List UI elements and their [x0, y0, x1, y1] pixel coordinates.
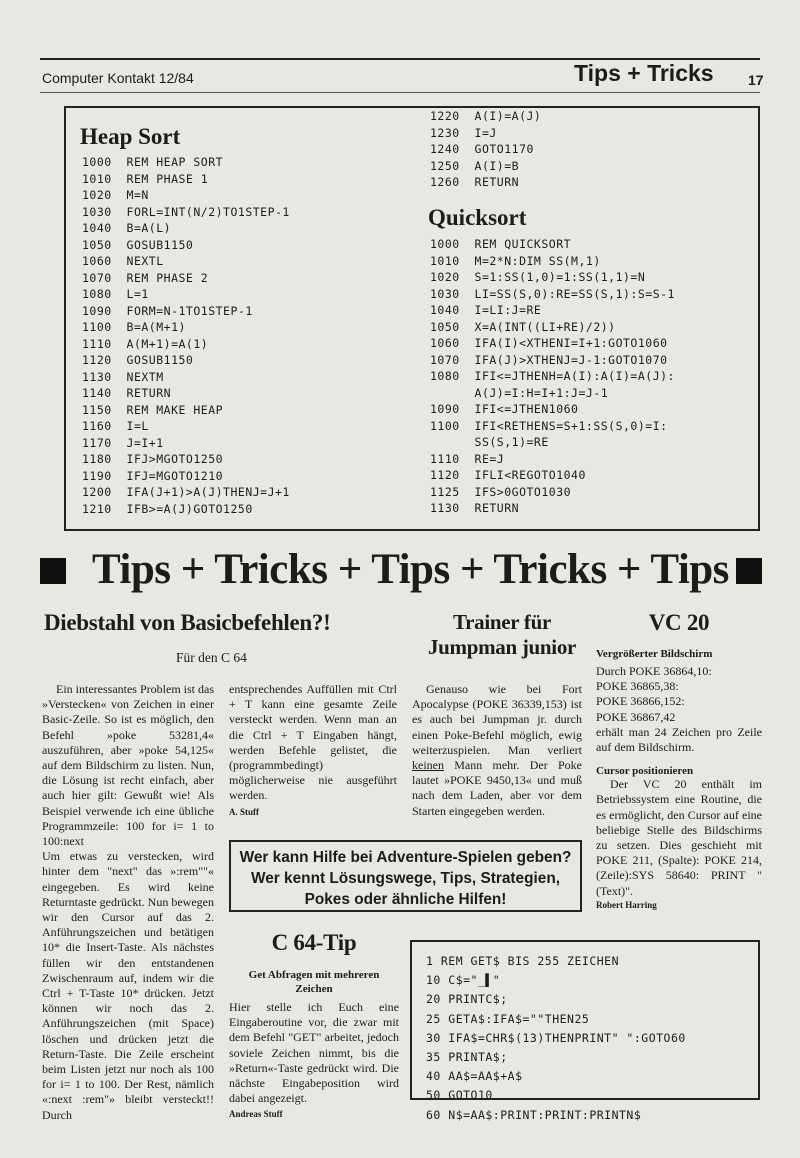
- trainer-text-1: Genauso wie bei Fort Apocalypse (POKE 36339,153) ist es auch bei Jumpman jr. durch einen Poke-Befehl möglich, ewig weiterzuspielen. Man verliert: [412, 682, 582, 757]
- vc20-subheading-2: Cursor positionieren: [596, 765, 694, 778]
- diebstahl-paragraph-1: Ein interessantes Problem ist das »Verstecken« von Zeichen in einer Basic-Zeile. So ist es möglich, den Befehl »poke 53281,4« auszuführen, aber »poke 54,125« auf dem Bildschirm zu listen. Nun, die Lösung ist recht einfach, aber auch hier gilt: Gewußt wie! Als Beispiel verwende ich eine übliche Programmzeile: 100 for i= 1 to 100:next: [42, 682, 214, 849]
- c64tip-code: [426, 952, 686, 1125]
- code-line: 1010 M=2*N:DIM SS(M,1): [430, 253, 601, 268]
- quicksort-title: Quicksort: [428, 205, 527, 230]
- code-line: 1100 B=A(M+1): [82, 320, 186, 334]
- banner-square-right: [736, 558, 762, 584]
- code-line: 1080 IFI<=JTHENH=A(I):A(I)=A(J):: [430, 369, 675, 383]
- code-line: A(J)=I:H=I+1:J=J-1: [430, 385, 609, 400]
- code-line: 1240 GOTO1170: [430, 142, 534, 156]
- poke-line: POKE 36866,152:: [596, 694, 685, 709]
- code-line: 1050 GOSUB1150: [82, 237, 194, 252]
- code-line: 1180 IFJ>MGOTO1250: [82, 452, 224, 466]
- code-line: 1110 RE=J: [430, 451, 505, 466]
- code-line: 20 PRINTC$;: [426, 992, 508, 1007]
- code-line: 1260 RETURN: [430, 175, 520, 189]
- code-line: 1120 GOSUB1150: [82, 353, 194, 367]
- vc20-subheading-1: Vergrößerter Bildschirm: [596, 648, 713, 660]
- vc20-paragraph-1: erhält man 24 Zeichen pro Zeile auf dem Bildschirm.: [596, 724, 762, 755]
- c64tip-listing-box: [410, 940, 760, 1122]
- code-line: 1090 IFI<=JTHEN1060: [430, 402, 579, 416]
- vc20-body: [596, 648, 762, 910]
- code-line: 1040 I=LI:J=RE: [430, 303, 542, 317]
- heapsort-title: Heap Sort: [80, 124, 181, 149]
- quicksort-code: [430, 236, 675, 517]
- poke-line: Durch POKE 36864,10:: [596, 664, 712, 678]
- trainer-text-underlined: keinen: [412, 758, 444, 773]
- c64tip-body: [229, 1000, 399, 1123]
- code-line: 1200 IFA(J+1)>A(J)THENJ=J+1: [82, 485, 290, 499]
- header-rule-lower: [40, 92, 760, 93]
- code-line: 1160 I=L: [82, 419, 149, 433]
- code-line: 1060 IFA(I)<XTHENI=I+1:GOTO1060: [430, 336, 668, 350]
- magazine-issue: Computer Kontakt 12/84: [42, 70, 194, 86]
- heapsort-code: [82, 154, 290, 517]
- c64tip-author: Andreas Stuff: [229, 1109, 283, 1120]
- code-line: 1020 M=N: [82, 188, 149, 202]
- code-line: 30 IFA$=CHR$(13)THENPRINT" ":GOTO60: [426, 1030, 686, 1045]
- quicksort-listing: [430, 236, 675, 517]
- code-line: 1060 NEXTL: [82, 254, 164, 268]
- code-line: 1050 X=A(INT((LI+RE)/2)): [430, 319, 616, 334]
- code-line: 35 PRINTA$;: [426, 1049, 508, 1064]
- code-line: 1020 S=1:SS(1,0)=1:SS(1,1)=N: [430, 270, 646, 284]
- code-line: 1210 IFB>=A(J)GOTO1250: [82, 501, 253, 516]
- code-line: 1030 FORL=INT(N/2)TO1STEP-1: [82, 204, 290, 219]
- page-number: 17: [748, 72, 764, 88]
- poke-line: POKE 36867,42: [596, 709, 676, 724]
- code-line: 1000 REM HEAP SORT: [82, 155, 224, 169]
- adventure-callout: Wer kann Hilfe bei Adventure-Spielen geben? Wer kennt Lösungswege, Tips, Strategien, Pokes oder ähnliche Hilfen!: [229, 840, 582, 912]
- code-line: 40 AA$=AA$+A$: [426, 1069, 523, 1084]
- code-line: 1230 I=J: [430, 125, 497, 140]
- vc20-title: VC 20: [648, 610, 710, 635]
- diebstahl-author: A. Stuff: [229, 806, 260, 817]
- code-line: 10 C$="_▌": [426, 973, 501, 988]
- section-title: Tips + Tricks: [574, 60, 714, 86]
- diebstahl-paragraph-2: Um etwas zu verstecken, wird hinter dem "next" das »:rem""« eingegeben. Es wird keine Returntaste gedrückt. Nun bewegen wir den Cursor auf das 2. Anführungszeichen und betätigen 10* die Insert-Taste. Als nächstes füllen wir den entstandenen Zwischenraum auf, indem wir die Ctrl + T-Taste 10* drücken. Jetzt können wir noch das 2. Anführungszeichen (mit Space) löschen und drücken jetzt die Return-Taste. Die Zeile erscheint beim Listen jetzt nur noch als 100 for i= 1 to 100. Der Rest, nämlich «:next :rem"» bleibt versteckt!! Durch: [42, 849, 214, 1122]
- diebstahl-paragraph-3: entsprechendes Auffüllen mit Ctrl + T kann eine gesamte Zeile versteckt werden. Wenn man an die Ctrl + T Eingaben hängt, werden Befehle gelistet, die (programmbedingt) möglicherweise nie ausgeführt werden.: [229, 682, 397, 803]
- vc20-author: Robert Harring: [596, 899, 657, 910]
- code-line: 1250 A(I)=B: [430, 158, 520, 173]
- code-line: 1130 RETURN: [430, 501, 520, 515]
- c64tip-subheading: Get Abfragen mit mehreren Zeichen: [248, 969, 380, 995]
- poke-line: POKE 36865,38:: [596, 679, 679, 694]
- trainer-body: [412, 682, 582, 819]
- diebstahl-col1: [42, 682, 214, 1123]
- diebstahl-title: Diebstahl von Basicbefehlen?!: [44, 610, 331, 635]
- code-line: 1120 IFLI<REGOTO1040: [430, 468, 586, 482]
- banner-square-left: [40, 558, 66, 584]
- code-line: 1040 B=A(L): [82, 221, 172, 235]
- heapsort-code-continued: [430, 108, 541, 191]
- code-line: 1125 IFS>0GOTO1030: [430, 484, 572, 499]
- code-line: 1070 IFA(J)>XTHENJ=J-1:GOTO1070: [430, 352, 668, 367]
- code-line: SS(S,1)=RE: [430, 435, 549, 449]
- trainer-title: Trainer für Jumpman junior: [427, 610, 577, 659]
- c64tip-paragraph: Hier stelle ich Euch eine Eingaberoutine vor, die zwar mit dem Befehl "GET" arbeitet, jedoch soviele Zeichen nimmt, bis die »Return«-Taste gedrückt wird. Die nächste Eingabeposition wird dabei angezeigt.: [229, 1000, 399, 1106]
- heapsort-continuation: [430, 108, 541, 191]
- code-line: 1 REM GET$ BIS 255 ZEICHEN: [426, 954, 620, 968]
- code-line: 1140 RETURN: [82, 386, 172, 400]
- diebstahl-col2: [229, 682, 397, 820]
- code-line: 1010 REM PHASE 1: [82, 171, 209, 186]
- code-line: 1000 REM QUICKSORT: [430, 237, 572, 251]
- c64tip-title: C 64-Tip: [271, 930, 357, 955]
- code-line: 1170 J=I+1: [82, 435, 164, 450]
- code-line: 1220 A(I)=A(J): [430, 109, 542, 123]
- code-line: 1030 LI=SS(S,0):RE=SS(S,1):S=S-1: [430, 286, 675, 301]
- code-line: 50 GOTO10: [426, 1088, 493, 1103]
- code-line: 1110 A(M+1)=A(1): [82, 336, 209, 351]
- code-line: 25 GETA$:IFA$=""THEN25: [426, 1011, 590, 1026]
- diebstahl-subtitle: Für den C 64: [176, 650, 247, 665]
- code-line: 1150 REM MAKE HEAP: [82, 402, 224, 417]
- tips-banner: [40, 542, 762, 597]
- vc20-pokes: [596, 664, 762, 725]
- heapsort-listing: [82, 154, 290, 517]
- code-line: 1130 NEXTM: [82, 369, 164, 384]
- code-line: 1190 IFJ=MGOTO1210: [82, 468, 224, 483]
- trainer-text-2: Mann mehr. Der Poke lautet »POKE 9450,13« und muß nach dem Laden, aber vor dem Starten eingegeben werden.: [412, 758, 582, 818]
- vc20-paragraph-2: Der VC 20 enthält im Betriebssystem eine Routine, die es ermöglicht, den Cursor auf eine beliebige Stelle des Bildschirms zu setzen. Dies geschieht mit POKE 211, (Spalte): POKE 214, (Zeile):SYS 58640: PRINT "(Text)".: [596, 777, 762, 898]
- code-line: 60 N$=AA$:PRINT:PRINT:PRINTN$: [426, 1107, 642, 1122]
- code-line: 1080 L=1: [82, 287, 149, 301]
- code-line: 1070 REM PHASE 2: [82, 270, 209, 285]
- code-line: 1090 FORM=N-1TO1STEP-1: [82, 303, 253, 318]
- code-line: 1100 IFI<RETHENS=S+1:SS(S,0)=I:: [430, 418, 668, 433]
- banner-text: Tips + Tricks + Tips + Tricks + Tips: [92, 546, 729, 593]
